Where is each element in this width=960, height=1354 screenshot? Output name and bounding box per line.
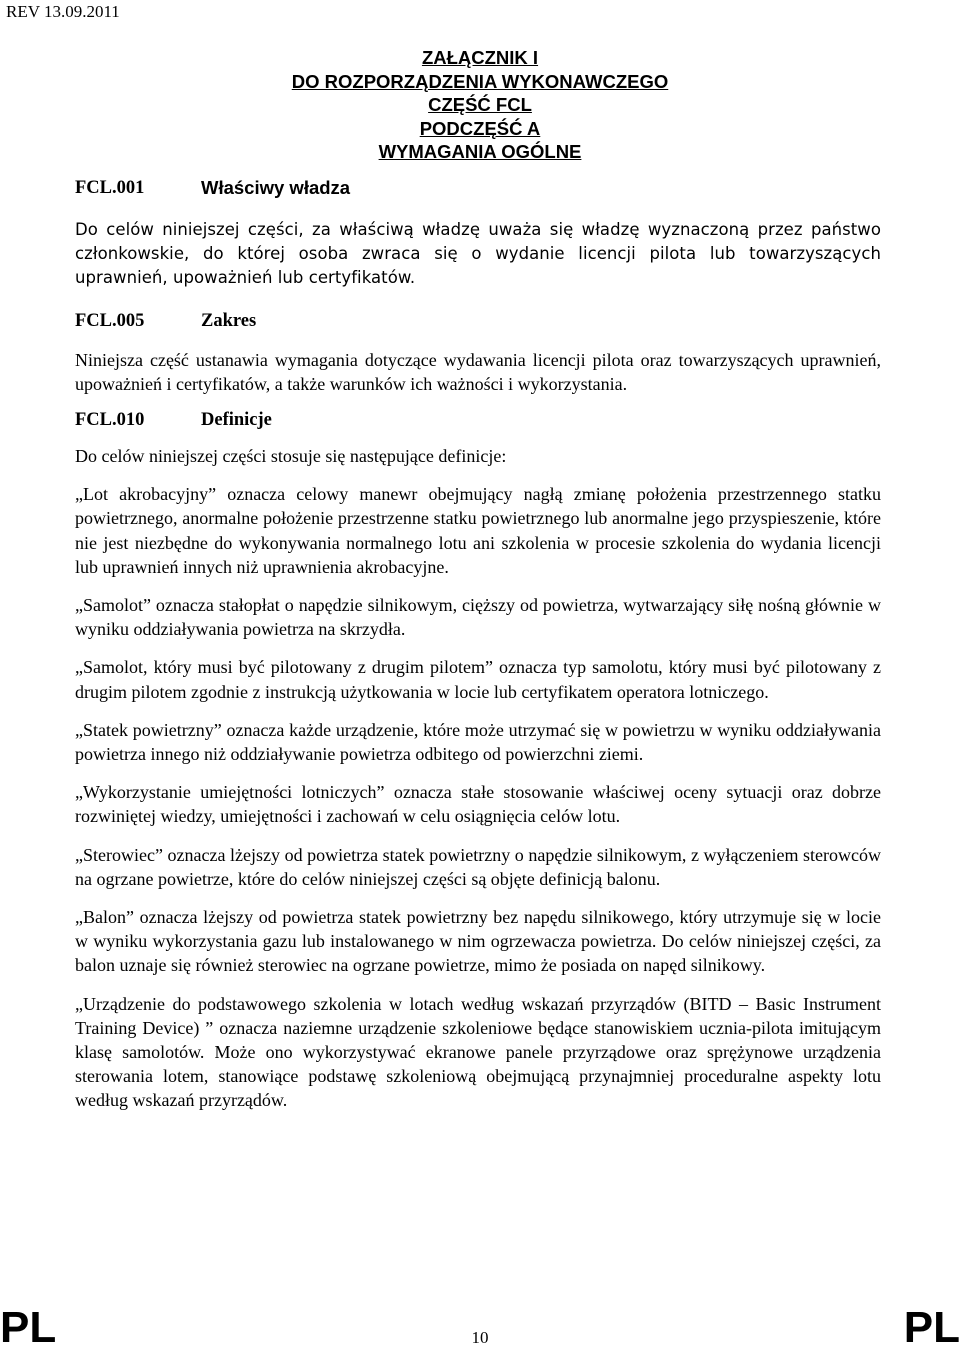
annex-header	[180, 46, 780, 164]
section-code: FCL.005	[75, 310, 145, 331]
definition-aircraft: „Statek powietrzny” oznacza każde urządzenie, które może utrzymać się w powietrzu w wyniku oddziaływania powietrza innego niż oddziaływanie powietrza odbitego od powierzchni ziemi.	[75, 719, 881, 765]
header-line-subpart: PODCZĘŚĆ A	[419, 117, 541, 139]
section-paragraph: Do celów niniejszej części, za właściwą władzę uważa się władzę wyznaczoną przez państwo członkowskie, do której osoba zwraca się o wydanie licencji pilota lub towarzyszących uprawnień, upoważnień lub certyfikatów.	[75, 220, 881, 288]
language-code-left: PL	[0, 1303, 57, 1352]
definition-airmanship: „Wykorzystanie umiejętności lotniczych” oznacza stałe stosowanie właściwej oceny sytuacji oraz dobrze rozwiniętej wiedzy, umiejętności i zachowań w celu osiągnięcia celów lotu.	[75, 782, 881, 827]
section-heading-fcl001	[75, 176, 881, 200]
header-line-regulation: DO ROZPORZĄDZENIA WYKONAWCZEGO	[291, 70, 669, 92]
definition-balloon: „Balon” oznacza lżejszy od powietrza statek powietrzny bez napędu silnikowego, który utrzymuje się w locie w wyniku wykorzystania gazu lub instalowanego w nim ogrzewacza powietrza. Do celów niniejszej części, za balon uznaje się również sterowiec na ogrzane powietrze, mimo że posiada on napęd silnikowy.	[75, 907, 881, 976]
header-line-requirements: WYMAGANIA OGÓLNE	[378, 141, 582, 162]
section-paragraph: Niniejsza część ustanawia wymagania dotyczące wydawania licencji pilota oraz towarzyszących uprawnień, upoważnień i certyfikatów, a także warunków ich ważności i wykorzystania.	[75, 349, 881, 394]
definition-bitd: „Urządzenie do podstawowego szkolenia w lotach według wskazań przyrządów (BITD – Basic Instrument Training Device) ” oznacza naziemne urządzenie szkoleniowe będące stanowiskiem ucznia-pilota imitującym klasę samolotów. Może ono wykorzystywać ekranowe panele przyrządowe oraz sprężynowe urządzenia sterowania lotem, stanowiące podstawę szkoleniową obejmującą przynajmniej proceduralne aspekty lotu według wskazań przyrządów.	[75, 993, 881, 1111]
page-number: 10	[471, 1328, 489, 1347]
language-code-right: PL	[903, 1303, 960, 1352]
section-heading-fcl005	[75, 309, 881, 333]
definition-multi-pilot-aeroplane: „Samolot, który musi być pilotowany z drugim pilotem” oznacza typ samolotu, który musi być pilotowany z drugim pilotem zgodnie z instrukcją użytkowania w locie lub certyfikatem operatora lotniczego.	[75, 657, 881, 702]
section-code: FCL.001	[75, 178, 145, 198]
revision-label: REV 13.09.2011	[6, 2, 120, 21]
definitions-intro: Do celów niniejszej części stosuje się następujące definicje:	[75, 446, 507, 467]
section-title: Definicje	[201, 410, 272, 431]
header-line-part: CZĘŚĆ FCL	[428, 94, 532, 115]
definition-aeroplane: „Samolot” oznacza stałopłat o napędzie silnikowym, cięższy od powietrza, wytwarzający siłę nośną głównie w wyniku oddziaływania powietrza na skrzydła.	[75, 595, 881, 640]
section-title: Zakres	[201, 310, 257, 331]
section-title: Właściwy władza	[201, 177, 351, 198]
header-line-annex: ZAŁĄCZNIK I	[421, 47, 539, 68]
section-heading-fcl010	[75, 408, 881, 432]
definition-airship: „Sterowiec” oznacza lżejszy od powietrza statek powietrzny o napędzie silnikowym, z wyłączeniem sterowców na ogrzane powietrze, które do celów niniejszej części są objęte definicją balonu.	[75, 844, 881, 889]
definition-aerobatic-flight: „Lot akrobacyjny” oznacza celowy manewr obejmujący nagłą zmianę położenia przestrzennego statku powietrznego, anormalne położenie przestrzenne statku powietrznego lub anormalne jego przyspieszenie, które nie jest niezbędne do wykonywania normalnego lotu ani szkolenia w procesie szkolenia do wydania licencji lub uprawnień innych niż uprawnienia akrobacyjne.	[75, 484, 881, 577]
document-body	[75, 176, 881, 1113]
section-code: FCL.010	[75, 410, 145, 431]
